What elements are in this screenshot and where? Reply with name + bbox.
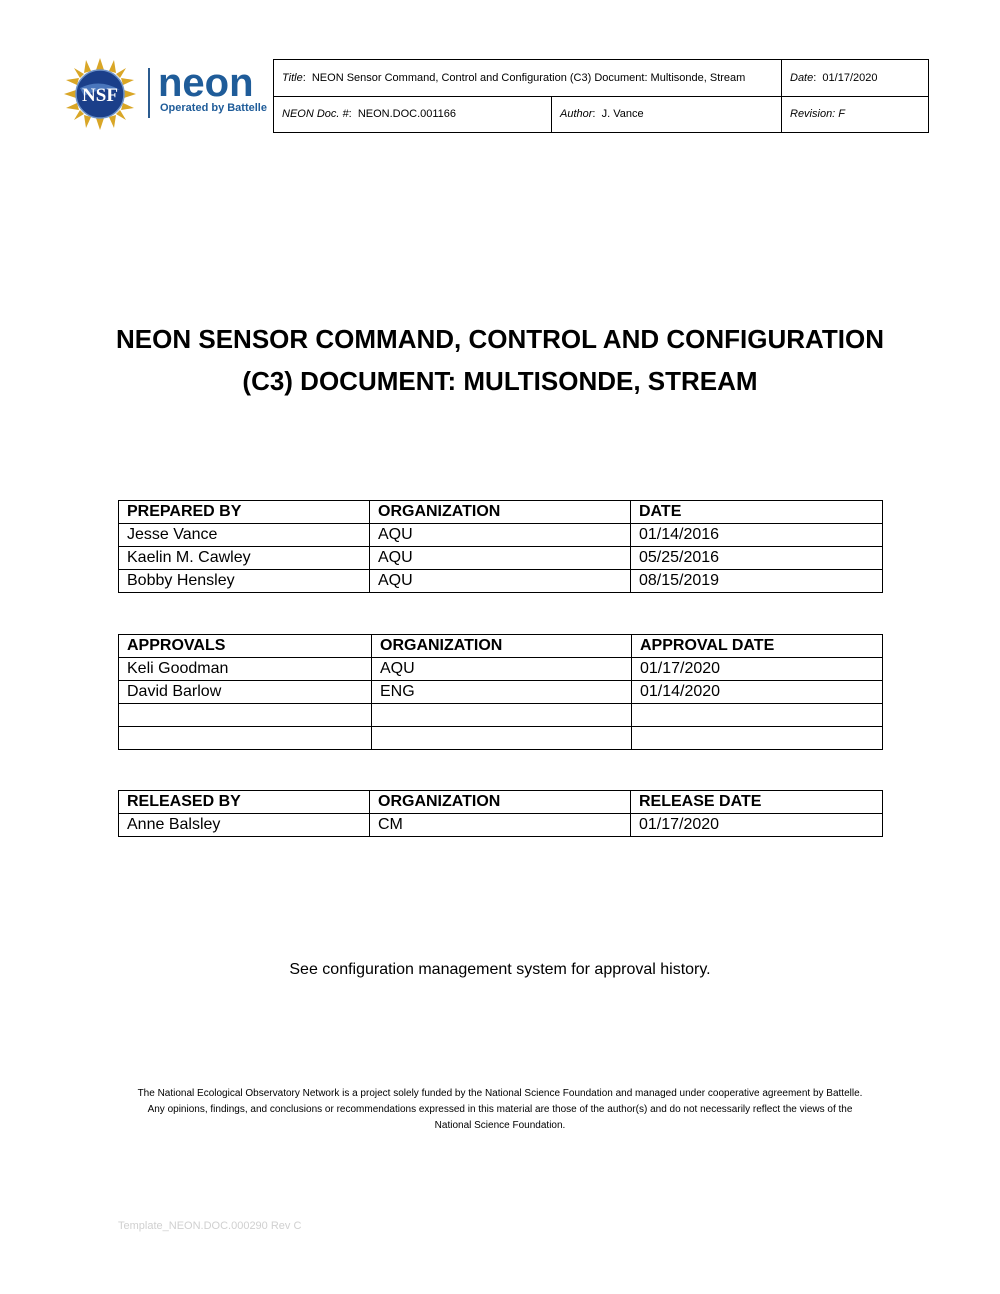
table-cell: AQU bbox=[370, 524, 631, 547]
table-row bbox=[119, 524, 883, 547]
table-cell: 01/14/2020 bbox=[632, 681, 883, 704]
table-cell: AQU bbox=[372, 658, 632, 681]
table-header: ORGANIZATION bbox=[372, 635, 632, 658]
table-cell: CM bbox=[370, 814, 631, 837]
header-doc-cell: NEON Doc. #: NEON.DOC.001166 bbox=[274, 97, 552, 133]
doc-number-label: NEON Doc. # bbox=[282, 108, 349, 120]
disclaimer-line-2: Any opinions, findings, and conclusions or recommendations expressed in this material are those of the author(s) and do not necessarily reflect the views of the bbox=[147, 1104, 853, 1115]
doc-number-value: NEON.DOC.001166 bbox=[357, 108, 457, 120]
table-cell: 01/14/2016 bbox=[631, 524, 883, 547]
document-header-table bbox=[273, 59, 929, 133]
neon-wordmark-text: neon bbox=[158, 64, 254, 102]
table-cell: Anne Balsley bbox=[119, 814, 370, 837]
table-header: PREPARED BY bbox=[119, 501, 370, 524]
table-cell bbox=[119, 704, 372, 727]
funding-disclaimer bbox=[110, 1086, 890, 1134]
table-row bbox=[119, 727, 883, 750]
table-cell: Jesse Vance bbox=[119, 524, 370, 547]
table-header: APPROVALS bbox=[119, 635, 372, 658]
table-cell: AQU bbox=[370, 570, 631, 593]
date-value: 01/17/2020 bbox=[822, 71, 878, 84]
table-row bbox=[119, 704, 883, 727]
table-header: DATE bbox=[631, 501, 883, 524]
disclaimer-line-1: The National Ecological Observatory Network is a project solely funded by the National Science Foundation and managed under cooperative agreement by Battelle. bbox=[137, 1088, 863, 1099]
table-header: ORGANIZATION bbox=[370, 791, 631, 814]
template-identifier: Template_NEON.DOC.000290 Rev C bbox=[118, 1220, 302, 1232]
table-row bbox=[119, 681, 883, 704]
disclaimer-line-3: National Science Foundation. bbox=[434, 1120, 566, 1131]
table-row bbox=[119, 570, 883, 593]
table-cell bbox=[372, 704, 632, 727]
table-cell: AQU bbox=[370, 547, 631, 570]
table-row bbox=[119, 547, 883, 570]
title-value: NEON Sensor Command, Control and Configuration (C3) Document: Multisonde, Stream bbox=[311, 71, 746, 84]
author-label: Author bbox=[560, 108, 593, 120]
logo-area bbox=[64, 58, 269, 130]
table-cell: 05/25/2016 bbox=[631, 547, 883, 570]
table-cell: Bobby Hensley bbox=[119, 570, 370, 593]
table-header: RELEASED BY bbox=[119, 791, 370, 814]
table-cell: 01/17/2020 bbox=[632, 658, 883, 681]
neon-wordmark-logo bbox=[158, 64, 268, 102]
nsf-seal-logo bbox=[64, 58, 136, 130]
table-row bbox=[119, 658, 883, 681]
approval-history-note: See configuration management system for approval history. bbox=[289, 961, 711, 978]
revision-label: Revision: F bbox=[790, 108, 846, 120]
date-label: Date bbox=[790, 71, 814, 84]
table-header: APPROVAL DATE bbox=[632, 635, 883, 658]
released-by-table bbox=[118, 790, 883, 837]
logo-divider bbox=[148, 68, 150, 118]
table-header-row bbox=[119, 791, 883, 814]
table-cell: Kaelin M. Cawley bbox=[119, 547, 370, 570]
table-cell: David Barlow bbox=[119, 681, 372, 704]
table-row bbox=[119, 814, 883, 837]
author-value: J. Vance bbox=[601, 108, 644, 120]
table-cell: ENG bbox=[372, 681, 632, 704]
table-cell bbox=[119, 727, 372, 750]
table-cell: 01/17/2020 bbox=[631, 814, 883, 837]
table-header: ORGANIZATION bbox=[370, 501, 631, 524]
table-header-row bbox=[119, 635, 883, 658]
table-header: RELEASE DATE bbox=[631, 791, 883, 814]
approvals-table bbox=[118, 634, 883, 750]
seal-text: NSF bbox=[82, 85, 118, 106]
table-cell bbox=[372, 727, 632, 750]
table-cell bbox=[632, 704, 883, 727]
header-author-cell: Author: J. Vance bbox=[552, 97, 782, 133]
document-title bbox=[100, 318, 900, 402]
header-revision-cell bbox=[782, 97, 929, 133]
header-title-cell: Title: NEON Sensor Command, Control and Configuration (C3) Document: Multisonde, Stream bbox=[274, 60, 782, 97]
table-cell: Keli Goodman bbox=[119, 658, 372, 681]
document-title-line-1: NEON SENSOR COMMAND, CONTROL AND CONFIGURATION bbox=[116, 324, 884, 354]
table-header-row bbox=[119, 501, 883, 524]
header-date-cell: Date: 01/17/2020 bbox=[782, 60, 929, 97]
prepared-by-table bbox=[118, 500, 883, 593]
title-label: Title bbox=[282, 71, 303, 84]
document-title-line-2: (C3) DOCUMENT: MULTISONDE, STREAM bbox=[242, 366, 758, 396]
table-cell: 08/15/2019 bbox=[631, 570, 883, 593]
logo-tagline: Operated by Battelle bbox=[160, 102, 267, 114]
table-cell bbox=[632, 727, 883, 750]
